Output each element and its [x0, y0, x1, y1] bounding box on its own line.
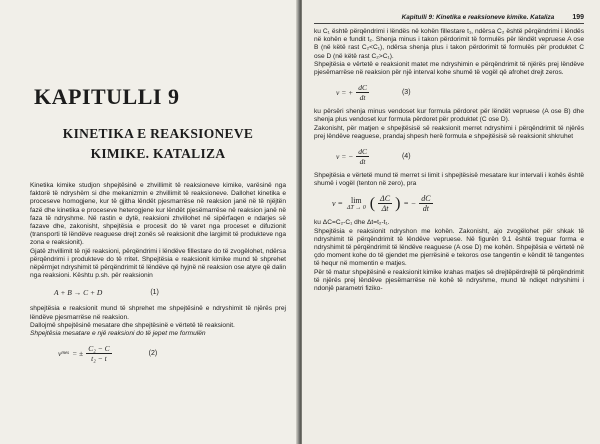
- chapter-title: [30, 124, 286, 164]
- equation-4-fraction: [356, 147, 369, 166]
- equation-2-sub: mes: [61, 351, 70, 357]
- right-paragraph-5: Shpejtësia e vërtetë mund të merret si limit i shpejtësisë mesatare kur intervali i kohës është shumë i vogël (tenton në zero), pra: [314, 172, 584, 188]
- equation-5-mid-denominator: Δt: [381, 204, 389, 214]
- running-header: [314, 14, 584, 24]
- equation-5-lhs: v =: [332, 199, 343, 209]
- equation-5-lim-under: ΔT → 0: [346, 205, 366, 212]
- equation-3: [336, 83, 584, 102]
- left-paragraph-1: Kinetika kimike studjon shpejtësinë e zhvillimit të reaksioneve kimike, varësinë nga faktorë të ndryshëm si dhe mekanizmin e zhvillimit të reaksioneve. Dallohet kinetika e proceseve homogjene, kur të gjitha lëndët pjesmarrëse në reaksion janë në të njëjtën fazë dhe kinetika e proceseve heterogjene kur lëndët pjesëmarrëse në reaksion janë në faza të ndryshme. Në rastin e dytë, reaksioni zhvillohet në sipërfaqen e ndarjes së fazave dhe, zakonisht, shpejtësia e procesit do të varet nga proceset e difuzionit (transporti të lëndëve reaguese drejt zonës së reaksionit dhe largimit të produkteve nga zona e reaksionit).: [30, 182, 286, 247]
- equation-5-limit: [347, 196, 366, 211]
- equation-2-sign: = ±: [72, 349, 84, 359]
- right-paragraph-4: Zakonisht, për matjen e shpejtësisë së reaksionit merret ndryshimi i përqëndrimit të njërës prej lëndëve reaguese, prandaj shpesh herë formula e shpejtësisë së reaksionit shkruhet: [314, 124, 584, 140]
- left-paragraph-3: shpejtësia e reaksionit mund të shprehet me shpejtësinë e ndryshimit të njërës prej lëndëve pjesmarrëse në reaksion.: [30, 305, 286, 321]
- left-paragraph-4: Dallojmë shpejtësinë mesatare dhe shpejtësinë e vërtetë të reaksionit.: [30, 321, 235, 329]
- equation-5-paren-open: (: [369, 194, 376, 212]
- equation-3-numerator: dC: [358, 83, 367, 93]
- left-paragraph-2: Gjatë zhvillimit të një reaksioni, përqëndrimi i lëndëve fillestare do të zvogëlohet, ndërsa përqëndrimi i produkteve do të rritet. Shpejtësia e reaksionit kimike mund të shprehet nëpërmjet ndryshimit të përqëndrimit të lëndëve që hyjnë në reaksion ose atyre që dalin nga reaksioni. Kështu p.sh. për reaksionin: [30, 247, 286, 280]
- equation-2-number: (2): [148, 350, 158, 358]
- equation-2-lhs: v: [58, 349, 62, 359]
- equation-4-number: (4): [401, 153, 411, 161]
- equation-5-mid-fraction: [378, 194, 392, 213]
- equation-2-fraction: [86, 344, 111, 363]
- equation-5-rhs-numerator: dC: [421, 194, 431, 204]
- right-paragraph-7: Shpejtësia e reaksionit ndryshon me kohën. Zakonisht, ajo zvogëlohet për shkak të ndryshimit të përqëndrimit të lëndëve vepruese. Në figurën 9.1 është treguar forma e ndryshimit të përqëndrimit të lëndëve reaguese (A ose D) me kohën. Shpejtësia e vërtetë në çdo moment kohe do të gjendet me pjerrësinë e tekoros ose tangentin e këndit të tangentes të hequr në momentin e matjes.: [314, 227, 584, 268]
- equation-3-fraction: [356, 83, 369, 102]
- left-page: [0, 0, 298, 444]
- equation-3-lhs: v = +: [336, 88, 354, 98]
- equation-1-body: A + B → C + D: [54, 288, 103, 298]
- equation-5: [332, 194, 584, 213]
- chapter-title-line2: KIMIKE. KATALIZA: [90, 146, 226, 161]
- right-paragraph-8: Për të matur shpejtësinë e reaksionit kimike krahas matjes së drejtëpërdrejtë të përqëndrimit të njërës prej lëndëve pjesëmarrëse në kohë të ndryshme, mund të ndiqet ndryshimi i ndonjë parametri fiziko-: [314, 268, 584, 293]
- equation-1-number: (1): [150, 289, 159, 297]
- equation-4-denominator: dt: [359, 157, 366, 167]
- right-paragraph-2: Shpejtësia e vërtetë e reaksionit matet me ndryshimin e përqëndrimit të njërës prej lëndëve pjesëmarrëse në reaksion për një interval kohe shumë të vogël që afrohet drejt zeros.: [314, 60, 584, 77]
- equation-4-lhs: v = −: [336, 152, 354, 162]
- equation-5-lim: lim: [350, 196, 362, 206]
- right-page: [302, 0, 600, 444]
- running-header-title: Kapitulli 9: Kinetika e reaksioneve kimike. Kataliza: [401, 14, 555, 21]
- equation-2-denominator: t₂ − t: [91, 354, 107, 364]
- page-number: 199: [572, 14, 584, 21]
- equation-4-numerator: dC: [358, 147, 367, 157]
- equation-3-number: (3): [401, 89, 411, 97]
- equation-4: [336, 147, 584, 166]
- equation-5-rhs-sign: = −: [403, 199, 417, 209]
- equation-5-rhs-denominator: dt: [422, 204, 429, 214]
- chapter-number: KAPITULLI 9: [34, 84, 180, 109]
- left-paragraph-5: Shpejtësia mesatare e një reaksioni do të jepet me formulën: [30, 330, 206, 338]
- equation-5-paren-close: ): [395, 194, 401, 212]
- right-paragraph-3: ku përsëri shenja minus vendoset kur formula përdoret për lëndët vepruese (A ose B) dhe shenja plus vendoset kur formula përdoret për produktet (C ose D).: [314, 108, 584, 124]
- right-paragraph-1: ku C₁ është përqëndrimi i lëndës në kohën fillestare t₁, ndërsa C₂ është përqëndrimi i lëndës në kohën e fundit t₂. Shenja minus i takon përdorimit të formulës për lëndët vepruese A ose B (në këtë rast C₂<C₁), ndërsa shenja plus i takon përdorimit të formulës për produktet C ose D (në këtë rast C₂>C₁).: [314, 28, 584, 60]
- equation-5-rhs-fraction: [419, 194, 432, 213]
- equation-1: [54, 288, 286, 297]
- chapter-title-line1: KINETIKA E REAKSIONEVE: [62, 126, 254, 141]
- equation-2: [58, 344, 286, 363]
- equation-2-numerator: C₂ − C: [88, 344, 110, 354]
- right-paragraph-6: ku ΔC=C₂-C₁ dhe Δt=t₂-t₁.: [314, 219, 390, 227]
- equation-3-denominator: dt: [359, 93, 366, 103]
- equation-5-mid-numerator: ΔC: [380, 194, 391, 204]
